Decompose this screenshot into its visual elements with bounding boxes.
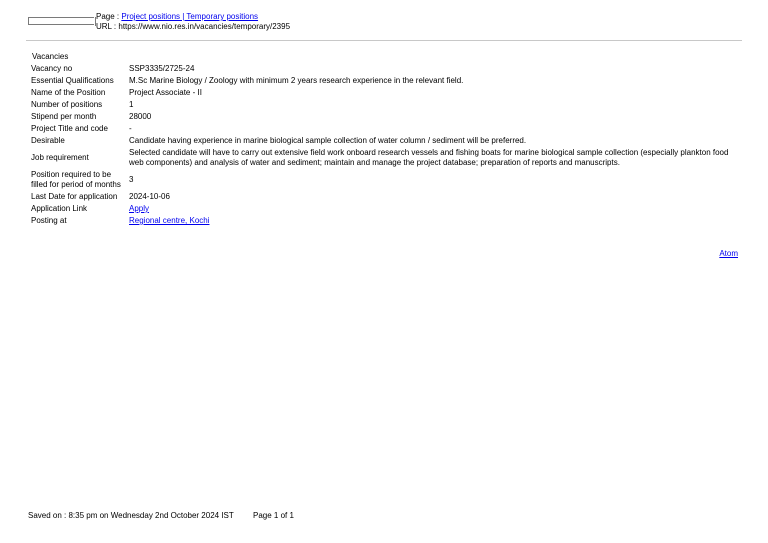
row-label: Job requirement xyxy=(31,153,89,162)
table-row xyxy=(30,99,740,111)
row-label: Posting at xyxy=(31,216,67,225)
table-row xyxy=(30,191,740,203)
row-value: Selected candidate will have to carry out extensive field work onboard research vessels and fishing boats for marine biological sample collection (especially plankton food web components) and analysis of water and sediment; maintain and manage the project database; preparation of reports and manuscripts. xyxy=(129,148,729,167)
table-row xyxy=(30,87,740,99)
page-prefix: Page : xyxy=(96,12,122,21)
section-title: Vacancies xyxy=(32,52,69,61)
page-line xyxy=(96,12,290,22)
row-value: - xyxy=(129,124,132,133)
footer-page-number: Page 1 of 1 xyxy=(253,511,294,520)
table-row xyxy=(30,215,740,227)
row-value: Candidate having experience in marine biological sample collection of water column / sediment will be preferred. xyxy=(129,136,527,145)
table-row xyxy=(30,169,740,191)
row-value: 28000 xyxy=(129,112,152,121)
url-prefix: URL : xyxy=(96,22,119,31)
row-label: Essential Qualifications xyxy=(31,76,114,85)
row-label: Number of positions xyxy=(31,100,103,109)
row-label: Application Link xyxy=(31,204,88,213)
page-link[interactable]: Project positions | Temporary positions xyxy=(121,12,259,21)
row-label: Name of the Position xyxy=(31,88,106,97)
row-value xyxy=(128,203,740,215)
row-value: SSP3335/2725-24 xyxy=(129,64,195,73)
row-value: 1 xyxy=(129,100,134,109)
posting-link[interactable]: Regional centre, Kochi xyxy=(129,216,210,225)
row-label: Desirable xyxy=(31,136,65,145)
header-box xyxy=(28,17,94,25)
url-value: https://www.nio.res.in/vacancies/temporary/2395 xyxy=(118,22,291,31)
table-row xyxy=(30,111,740,123)
row-value: 3 xyxy=(129,175,134,184)
row-label: Stipend per month xyxy=(31,112,97,121)
row-label: Project Title and code xyxy=(31,124,108,133)
table-row xyxy=(30,75,740,87)
page-header xyxy=(96,12,290,32)
row-value: Project Associate - II xyxy=(129,88,202,97)
atom-link[interactable]: Atom xyxy=(719,249,738,258)
row-value: 2024-10-06 xyxy=(129,192,170,201)
footer-saved: Saved on : 8:35 pm on Wednesday 2nd October 2024 IST xyxy=(28,511,234,520)
row-label: Last Date for application xyxy=(31,192,118,201)
row-label: Position required to be filled for period of months xyxy=(31,170,121,189)
vacancy-table xyxy=(30,63,740,227)
table-row xyxy=(30,203,740,215)
apply-link[interactable]: Apply xyxy=(129,204,150,213)
table-row xyxy=(30,63,740,75)
table-row xyxy=(30,147,740,169)
url-line xyxy=(96,22,290,32)
header-divider xyxy=(26,40,742,41)
row-label: Vacancy no xyxy=(31,64,73,73)
table-row xyxy=(30,123,740,135)
row-value: M.Sc Marine Biology / Zoology with minimum 2 years research experience in the relevant field. xyxy=(129,76,464,85)
table-row xyxy=(30,135,740,147)
row-value xyxy=(128,215,740,227)
